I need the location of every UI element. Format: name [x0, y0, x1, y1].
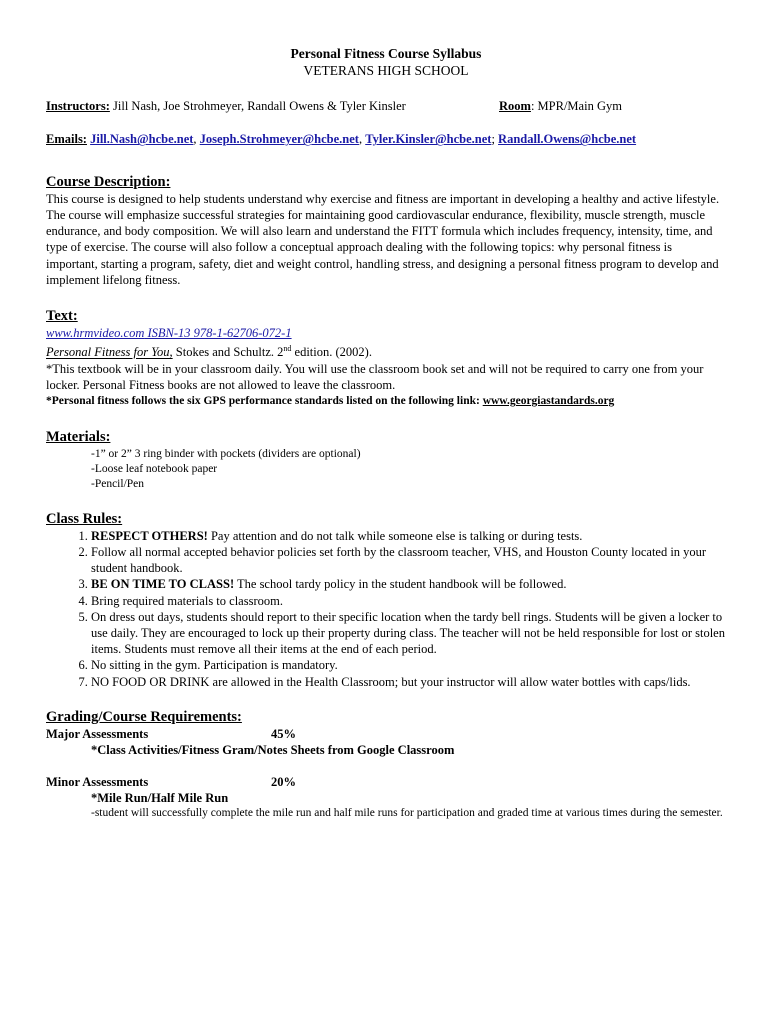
rule-bold: RESPECT OTHERS!	[91, 528, 208, 543]
gps-note-row	[46, 393, 726, 409]
syllabus-page	[46, 40, 726, 821]
class-rules-heading: Class Rules:	[46, 510, 123, 527]
instructors-label: Instructors:	[46, 99, 110, 114]
book-title: Personal Fitness for You,	[46, 345, 173, 360]
materials-list	[91, 447, 726, 492]
materials-item: -Pencil/Pen	[91, 477, 145, 490]
document-title: Personal Fitness Course Syllabus	[290, 46, 482, 61]
book-sup: nd	[283, 344, 292, 354]
rule-text: NO FOOD OR DRINK are allowed in the Health Classroom; but your instructor will allow water bottles with caps/lids.	[91, 674, 691, 689]
materials-heading: Materials:	[46, 429, 111, 446]
text-link-row	[46, 325, 726, 341]
major-assessments-pct: 45%	[271, 727, 296, 742]
minor-assessments-detail: *Mile Run/Half Mile Run	[91, 791, 229, 806]
emails-row: Emails: Jill.Nash@hcbe.net, Joseph.Strohmeyer@hcbe.net, Tyler.Kinsler@hcbe.net; Randall.Owens@hcbe.net	[46, 132, 637, 147]
rule-bold: BE ON TIME TO CLASS!	[91, 577, 235, 592]
rule-text: Follow all normal accepted behavior policies set forth by the classroom teacher, VHS, and Houston County located in your student handbook.	[91, 545, 707, 576]
georgiastandards-link[interactable]: www.georgiastandards.org	[482, 395, 615, 408]
materials-item: -1” or 2” 3 ring binder with pockets (dividers are optional)	[91, 447, 361, 460]
minor-assessments-pct: 20%	[271, 775, 296, 790]
minor-assessments-label: Minor Assessments	[46, 775, 149, 790]
major-assessments-detail: *Class Activities/Fitness Gram/Notes Sheets from Google Classroom	[91, 743, 455, 758]
room-info	[499, 98, 622, 114]
textbook-note: *This textbook will be in your classroom daily. You will use the classroom book set and will not be required to carry one from your locker. Personal Fitness books are not allowed to leave the classroom.	[46, 361, 704, 392]
major-assessments-label: Major Assessments	[46, 727, 149, 742]
instructors-row	[46, 98, 726, 115]
rule-text: On dress out days, students should report to their specific location when the tardy bell rings. Students will be given a locker to use daily. They are encouraged to lock up their property during class. The teacher will not be held responsible for lost or stolen items. Students must remove all their items at the end of each period.	[91, 609, 725, 657]
room-value: : MPR/Main Gym	[530, 99, 622, 114]
rule-text: The school tardy policy in the student handbook will be followed.	[234, 577, 567, 592]
email-link-nash[interactable]: Jill.Nash@hcbe.net	[90, 132, 194, 147]
rule-item	[91, 609, 726, 658]
rule-item	[91, 657, 726, 673]
rule-item	[91, 544, 726, 576]
book-edition: edition. (2002).	[291, 345, 372, 360]
rule-item	[91, 576, 726, 592]
grading-heading: Grading/Course Requirements:	[46, 708, 242, 725]
rule-text: Bring required materials to classroom.	[91, 593, 283, 608]
emails-label: Emails:	[46, 132, 87, 147]
materials-item: -Loose leaf notebook paper	[91, 462, 218, 475]
text-heading: Text:	[46, 308, 78, 325]
course-description-heading: Course Description:	[46, 173, 171, 190]
rule-text: Pay attention and do not talk while someone else is talking or during tests.	[207, 528, 583, 543]
instructors-names: Jill Nash, Joe Strohmeyer, Randall Owens & Tyler Kinsler	[109, 99, 406, 114]
rule-item	[91, 674, 726, 690]
rule-item	[91, 593, 726, 609]
isbn-text: ISBN-13 978-1-62706-072-1	[144, 326, 292, 341]
email-link-kinsler[interactable]: Tyler.Kinsler@hcbe.net	[365, 132, 492, 147]
room-label: Room	[499, 99, 531, 114]
course-description-text: This course is designed to help students understand why exercise and fitness are important in developing a healthy and active lifestyle. The course will emphasize successful strategies for maintaining good cardiovascular endurance, flexibility, muscle strength, muscle endurance, and body composition. We will also learn and understand the FITT formula which includes frequency, intensity, time, and type of exercise. The course will also follow a conceptual approach dealing with the following topics: why personal fitness is important, starting a program, safety, diet and weight control, handling stress, and designing a personal fitness program to develop and implement lifelong fitness.	[46, 191, 720, 287]
gps-note: *Personal fitness follows the six GPS performance standards listed on the following link:	[46, 395, 483, 408]
email-link-strohmeyer[interactable]: Joseph.Strohmeyer@hcbe.net	[199, 132, 359, 147]
minor-assessments-note: -student will successfully complete the mile run and half mile runs for participation and graded time at various times during the semester.	[91, 807, 723, 820]
rule-text: No sitting in the gym. Participation is mandatory.	[91, 658, 338, 673]
hrmvideo-link[interactable]: www.hrmvideo.com	[46, 326, 145, 341]
book-row	[46, 341, 726, 360]
major-assessments-row	[46, 726, 726, 742]
email-link-owens[interactable]: Randall.Owens@hcbe.net	[498, 132, 637, 147]
rule-item	[91, 528, 726, 544]
class-rules-list	[46, 528, 726, 690]
minor-assessments-row	[46, 774, 726, 790]
school-name: VETERANS HIGH SCHOOL	[303, 63, 469, 79]
book-authors: Stokes and Schultz. 2	[172, 345, 284, 360]
